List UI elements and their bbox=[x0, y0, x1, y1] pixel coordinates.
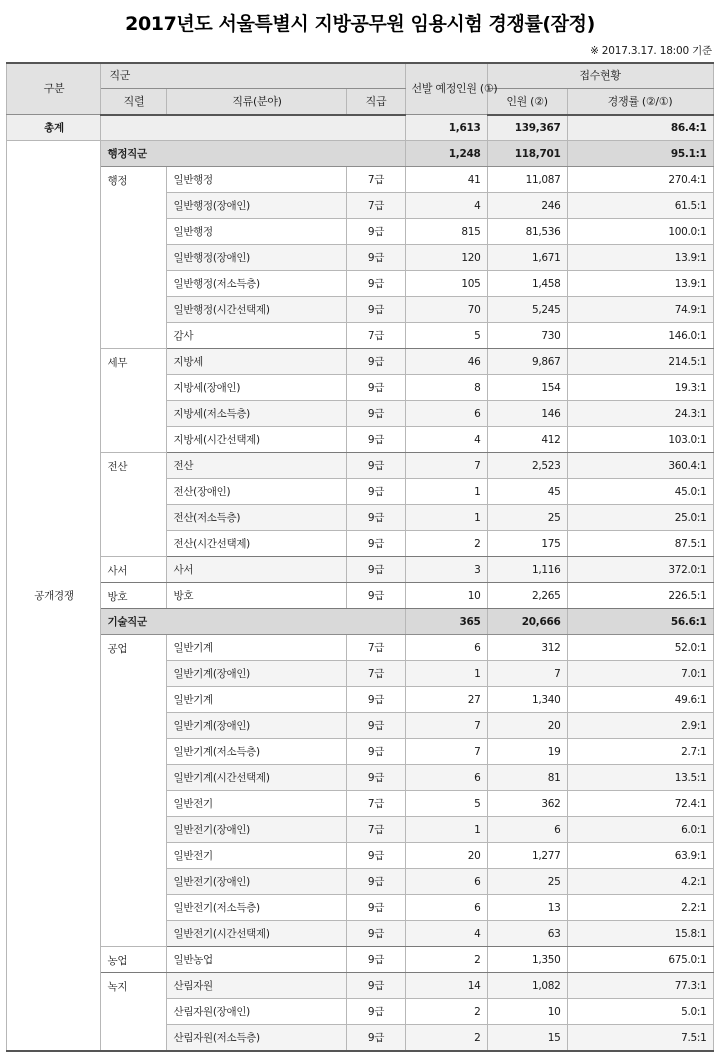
cell-applicants: 81,536 bbox=[487, 219, 567, 245]
cell-planned: 1,613 bbox=[405, 115, 487, 141]
cell-planned: 46 bbox=[405, 349, 487, 375]
cell-jikryu: 일반기계(저소득층) bbox=[167, 739, 347, 765]
cell-jikyeol: 공업 bbox=[101, 635, 167, 947]
cell-jikgeup: 9급 bbox=[347, 297, 405, 323]
cell-jikryu: 일반기계(장애인) bbox=[167, 661, 347, 687]
cell-applicants: 6 bbox=[487, 817, 567, 843]
cell-jikgeup: 7급 bbox=[347, 817, 405, 843]
header-row-bottom bbox=[7, 89, 713, 115]
cell-jikryu: 전산 bbox=[167, 453, 347, 479]
cell-jikryu: 감사 bbox=[167, 323, 347, 349]
cell-applicants: 20 bbox=[487, 713, 567, 739]
cell-rate: 100.0:1 bbox=[567, 219, 713, 245]
cell-gubun: 총계 bbox=[7, 115, 101, 141]
cell-planned: 27 bbox=[405, 687, 487, 713]
cell-jikryu: 지방세 bbox=[167, 349, 347, 375]
cell-applicants: 246 bbox=[487, 193, 567, 219]
cell-jikryu: 일반기계 bbox=[167, 687, 347, 713]
cell-jikyeol: 행정 bbox=[101, 167, 167, 349]
cell-rate: 13.9:1 bbox=[567, 245, 713, 271]
table-row-group bbox=[7, 609, 713, 635]
cell-rate: 2.2:1 bbox=[567, 895, 713, 921]
cell-applicants: 2,265 bbox=[487, 583, 567, 609]
table-row-group bbox=[7, 141, 713, 167]
cell-applicants: 118,701 bbox=[487, 141, 567, 167]
cell-applicants: 362 bbox=[487, 791, 567, 817]
col-header-jikgeup: 직급 bbox=[347, 89, 405, 115]
table-row-total bbox=[7, 115, 713, 141]
cell-planned: 2 bbox=[405, 1025, 487, 1051]
table-body bbox=[7, 115, 713, 1051]
cell-planned: 5 bbox=[405, 323, 487, 349]
table-row bbox=[7, 583, 713, 609]
cell-jikryu: 일반전기(시간선택제) bbox=[167, 921, 347, 947]
cell-planned: 1 bbox=[405, 661, 487, 687]
cell-group-label: 기술직군 bbox=[101, 609, 405, 635]
cell-rate: 2.7:1 bbox=[567, 739, 713, 765]
cell-planned: 1 bbox=[405, 505, 487, 531]
cell-jikyeol: 세무 bbox=[101, 349, 167, 453]
cell-planned: 10 bbox=[405, 583, 487, 609]
page-title: 2017년도 서울특별시 지방공무원 임용시험 경쟁률(잠정) bbox=[125, 13, 595, 35]
cell-rate: 15.8:1 bbox=[567, 921, 713, 947]
cell-jikgeup: 9급 bbox=[347, 531, 405, 557]
table-row bbox=[7, 349, 713, 375]
cell-jikgeup: 9급 bbox=[347, 999, 405, 1025]
cell-applicants: 81 bbox=[487, 765, 567, 791]
cell-planned: 3 bbox=[405, 557, 487, 583]
cell-applicants: 1,458 bbox=[487, 271, 567, 297]
cell-applicants: 20,666 bbox=[487, 609, 567, 635]
cell-applicants: 5,245 bbox=[487, 297, 567, 323]
cell-planned: 6 bbox=[405, 869, 487, 895]
cell-applicants: 412 bbox=[487, 427, 567, 453]
cell-jikryu: 지방세(저소득층) bbox=[167, 401, 347, 427]
cell-jikgeup: 9급 bbox=[347, 895, 405, 921]
cell-jikryu: 일반행정(장애인) bbox=[167, 245, 347, 271]
cell-applicants: 1,671 bbox=[487, 245, 567, 271]
col-header-rate: 경쟁률 (②/①) bbox=[567, 89, 713, 115]
cell-planned: 2 bbox=[405, 947, 487, 973]
cell-jikyeol: 전산 bbox=[101, 453, 167, 557]
cell-planned: 2 bbox=[405, 999, 487, 1025]
cell-applicants: 146 bbox=[487, 401, 567, 427]
cell-planned: 41 bbox=[405, 167, 487, 193]
cell-applicants: 1,350 bbox=[487, 947, 567, 973]
cell-rate: 5.0:1 bbox=[567, 999, 713, 1025]
cell-jikyeol: 농업 bbox=[101, 947, 167, 973]
cell-applicants: 730 bbox=[487, 323, 567, 349]
document-page bbox=[0, 13, 720, 1044]
cell-planned: 6 bbox=[405, 895, 487, 921]
cell-jikryu: 전산(시간선택제) bbox=[167, 531, 347, 557]
cell-jikryu: 일반기계 bbox=[167, 635, 347, 661]
cell-planned: 6 bbox=[405, 765, 487, 791]
cell-applicants: 139,367 bbox=[487, 115, 567, 141]
cell-jikryu: 일반행정(시간선택제) bbox=[167, 297, 347, 323]
col-header-jikyeol: 직렬 bbox=[101, 89, 167, 115]
cell-rate: 675.0:1 bbox=[567, 947, 713, 973]
cell-group-label: 행정직군 bbox=[101, 141, 405, 167]
cell-rate: 63.9:1 bbox=[567, 843, 713, 869]
col-header-jikryu: 직류(분야) bbox=[167, 89, 347, 115]
cell-applicants: 45 bbox=[487, 479, 567, 505]
competition-rate-table bbox=[6, 62, 713, 1052]
cell-applicants: 175 bbox=[487, 531, 567, 557]
cell-planned: 4 bbox=[405, 427, 487, 453]
cell-applicants: 312 bbox=[487, 635, 567, 661]
cell-jikryu: 일반전기(저소득층) bbox=[167, 895, 347, 921]
cell-planned: 120 bbox=[405, 245, 487, 271]
cell-rate: 95.1:1 bbox=[567, 141, 713, 167]
cell-jikryu: 일반행정 bbox=[167, 167, 347, 193]
cell-planned: 8 bbox=[405, 375, 487, 401]
cell-applicants: 1,340 bbox=[487, 687, 567, 713]
cell-jikgeup: 9급 bbox=[347, 557, 405, 583]
table-row bbox=[7, 167, 713, 193]
cell-jikgeup: 9급 bbox=[347, 583, 405, 609]
cell-applicants: 13 bbox=[487, 895, 567, 921]
cell-applicants: 63 bbox=[487, 921, 567, 947]
col-header-gubun: 구분 bbox=[7, 63, 101, 115]
cell-planned: 365 bbox=[405, 609, 487, 635]
cell-rate: 72.4:1 bbox=[567, 791, 713, 817]
cell-jikryu: 사서 bbox=[167, 557, 347, 583]
cell-jikgeup: 9급 bbox=[347, 1025, 405, 1051]
cell-jikgeup: 9급 bbox=[347, 921, 405, 947]
col-header-applicants: 인원 (②) bbox=[487, 89, 567, 115]
cell-jikgeup: 9급 bbox=[347, 765, 405, 791]
cell-applicants: 2,523 bbox=[487, 453, 567, 479]
cell-jikgeup: 9급 bbox=[347, 869, 405, 895]
cell-jikgeup: 7급 bbox=[347, 193, 405, 219]
col-header-planned: 선발 예정인원 (①) bbox=[405, 63, 487, 115]
cell-applicants: 1,116 bbox=[487, 557, 567, 583]
cell-jikryu: 일반농업 bbox=[167, 947, 347, 973]
cell-jikgeup: 9급 bbox=[347, 713, 405, 739]
cell-rate: 19.3:1 bbox=[567, 375, 713, 401]
cell-jikyeol: 사서 bbox=[101, 557, 167, 583]
cell-applicants: 154 bbox=[487, 375, 567, 401]
header-row-top bbox=[7, 63, 713, 89]
cell-jikyeol: 녹지 bbox=[101, 973, 167, 1051]
cell-jikgeup: 7급 bbox=[347, 791, 405, 817]
cell-jikyeol: 방호 bbox=[101, 583, 167, 609]
cell-planned: 14 bbox=[405, 973, 487, 999]
cell-planned: 1,248 bbox=[405, 141, 487, 167]
cell-applicants: 25 bbox=[487, 869, 567, 895]
cell-planned: 6 bbox=[405, 635, 487, 661]
cell-rate: 360.4:1 bbox=[567, 453, 713, 479]
cell-rate: 4.2:1 bbox=[567, 869, 713, 895]
cell-planned: 4 bbox=[405, 193, 487, 219]
cell-gubun: 공개경쟁 bbox=[7, 141, 101, 1051]
cell-rate: 24.3:1 bbox=[567, 401, 713, 427]
cell-applicants: 9,867 bbox=[487, 349, 567, 375]
cell-jikgeup: 9급 bbox=[347, 687, 405, 713]
cell-rate: 61.5:1 bbox=[567, 193, 713, 219]
cell-planned: 7 bbox=[405, 739, 487, 765]
cell-jikryu: 지방세(장애인) bbox=[167, 375, 347, 401]
cell-applicants: 11,087 bbox=[487, 167, 567, 193]
cell-rate: 86.4:1 bbox=[567, 115, 713, 141]
cell-rate: 45.0:1 bbox=[567, 479, 713, 505]
cell-jikryu: 일반전기 bbox=[167, 791, 347, 817]
cell-rate: 7.0:1 bbox=[567, 661, 713, 687]
cell-jikryu: 일반행정 bbox=[167, 219, 347, 245]
table-row bbox=[7, 947, 713, 973]
cell-rate: 372.0:1 bbox=[567, 557, 713, 583]
cell-planned: 1 bbox=[405, 479, 487, 505]
cell-rate: 56.6:1 bbox=[567, 609, 713, 635]
cell-jikryu: 전산(저소득층) bbox=[167, 505, 347, 531]
cell-jikgeup: 9급 bbox=[347, 505, 405, 531]
cell-applicants: 1,082 bbox=[487, 973, 567, 999]
cell-jikryu: 일반전기 bbox=[167, 843, 347, 869]
cell-jikgeup: 9급 bbox=[347, 349, 405, 375]
cell-jikryu: 산림자원(장애인) bbox=[167, 999, 347, 1025]
cell-rate: 2.9:1 bbox=[567, 713, 713, 739]
cell-applicants: 19 bbox=[487, 739, 567, 765]
cell-rate: 6.0:1 bbox=[567, 817, 713, 843]
col-header-jikgun: 직군 bbox=[101, 63, 405, 89]
cell-rate: 25.0:1 bbox=[567, 505, 713, 531]
cell-planned: 70 bbox=[405, 297, 487, 323]
cell-jikgeup: 9급 bbox=[347, 453, 405, 479]
cell-jikgeup: 9급 bbox=[347, 947, 405, 973]
cell-jikgeup: 9급 bbox=[347, 973, 405, 999]
cell-jikgeup: 7급 bbox=[347, 661, 405, 687]
col-header-receipt-status: 접수현황 bbox=[487, 63, 713, 89]
cell-rate: 13.5:1 bbox=[567, 765, 713, 791]
cell-rate: 13.9:1 bbox=[567, 271, 713, 297]
cell-jikgeup: 9급 bbox=[347, 219, 405, 245]
cell-planned: 20 bbox=[405, 843, 487, 869]
cell-jikryu: 일반전기(장애인) bbox=[167, 869, 347, 895]
cell-jikgeup: 9급 bbox=[347, 843, 405, 869]
cell-applicants: 1,277 bbox=[487, 843, 567, 869]
cell-rate: 77.3:1 bbox=[567, 973, 713, 999]
cell-planned: 6 bbox=[405, 401, 487, 427]
cell-planned: 7 bbox=[405, 713, 487, 739]
cell-planned: 1 bbox=[405, 817, 487, 843]
cell-planned: 7 bbox=[405, 453, 487, 479]
cell-jikgeup: 9급 bbox=[347, 375, 405, 401]
cell-jikgeup: 7급 bbox=[347, 323, 405, 349]
table-head bbox=[7, 63, 713, 115]
cell-jikryu: 산림자원 bbox=[167, 973, 347, 999]
cell-applicants: 7 bbox=[487, 661, 567, 687]
cell-jikryu: 일반기계(시간선택제) bbox=[167, 765, 347, 791]
cell-rate: 214.5:1 bbox=[567, 349, 713, 375]
cell-rate: 146.0:1 bbox=[567, 323, 713, 349]
cell-rate: 7.5:1 bbox=[567, 1025, 713, 1051]
table-row bbox=[7, 557, 713, 583]
cell-jikryu: 방호 bbox=[167, 583, 347, 609]
cell-jikgeup: 9급 bbox=[347, 479, 405, 505]
cell-jikryu: 지방세(시간선택제) bbox=[167, 427, 347, 453]
cell-empty-span bbox=[101, 115, 405, 141]
cell-rate: 270.4:1 bbox=[567, 167, 713, 193]
cell-planned: 4 bbox=[405, 921, 487, 947]
cell-jikgeup: 7급 bbox=[347, 167, 405, 193]
cell-planned: 105 bbox=[405, 271, 487, 297]
cell-jikgeup: 9급 bbox=[347, 245, 405, 271]
cell-planned: 2 bbox=[405, 531, 487, 557]
cell-applicants: 10 bbox=[487, 999, 567, 1025]
cell-applicants: 15 bbox=[487, 1025, 567, 1051]
cell-applicants: 25 bbox=[487, 505, 567, 531]
table-row bbox=[7, 453, 713, 479]
cell-jikgeup: 9급 bbox=[347, 739, 405, 765]
cell-rate: 74.9:1 bbox=[567, 297, 713, 323]
cell-jikgeup: 9급 bbox=[347, 427, 405, 453]
table-row bbox=[7, 635, 713, 661]
cell-jikgeup: 7급 bbox=[347, 635, 405, 661]
cell-jikgeup: 9급 bbox=[347, 271, 405, 297]
cell-rate: 52.0:1 bbox=[567, 635, 713, 661]
cell-jikryu: 일반기계(장애인) bbox=[167, 713, 347, 739]
cell-jikryu: 산림자원(저소득층) bbox=[167, 1025, 347, 1051]
cell-planned: 815 bbox=[405, 219, 487, 245]
cell-jikryu: 일반행정(저소득층) bbox=[167, 271, 347, 297]
cell-rate: 49.6:1 bbox=[567, 687, 713, 713]
table-row bbox=[7, 973, 713, 999]
cell-rate: 226.5:1 bbox=[567, 583, 713, 609]
cell-jikgeup: 9급 bbox=[347, 401, 405, 427]
cell-rate: 103.0:1 bbox=[567, 427, 713, 453]
as-of-note: ※ 2017.3.17. 18:00 기준 bbox=[590, 44, 712, 57]
cell-jikryu: 전산(장애인) bbox=[167, 479, 347, 505]
cell-jikryu: 일반행정(장애인) bbox=[167, 193, 347, 219]
cell-rate: 87.5:1 bbox=[567, 531, 713, 557]
cell-planned: 5 bbox=[405, 791, 487, 817]
cell-jikryu: 일반전기(장애인) bbox=[167, 817, 347, 843]
